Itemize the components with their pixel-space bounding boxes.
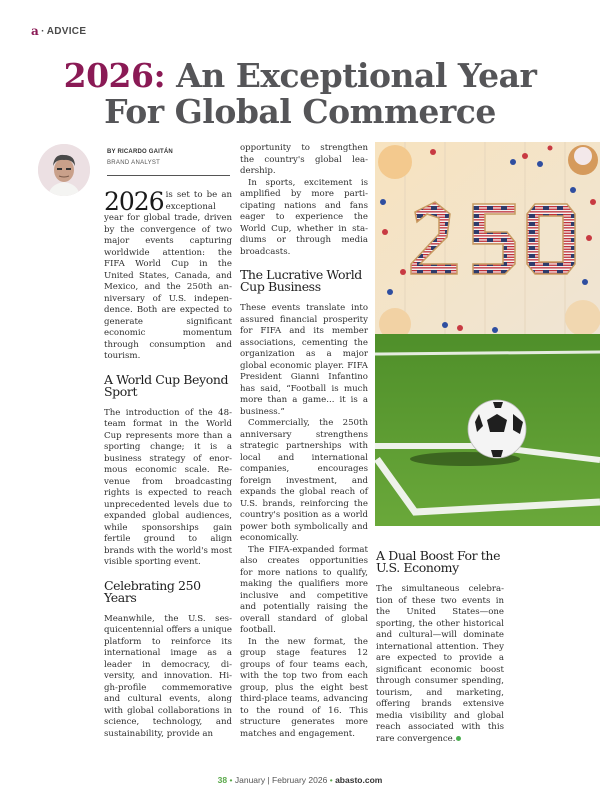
end-mark-icon bbox=[456, 736, 461, 741]
author-portrait-icon bbox=[38, 144, 90, 196]
photo-soccer-ball bbox=[375, 334, 600, 526]
page-number: 38 bbox=[217, 775, 228, 785]
section-tag bbox=[31, 24, 86, 38]
magazine-logo-icon: a bbox=[31, 24, 40, 38]
section-heading: Celebrating 250 Years bbox=[104, 577, 201, 605]
body-paragraph: In the new format, the group stage features 12 groups of four teams each, with the top two from each group, plus the eight best third-place teams, advancing to the round of 16. This structure generates more matches and engagement. bbox=[240, 636, 368, 739]
body-paragraph: The FIFA-expanded format also creates opportunities for more nations to qualify, making the qualifiers more inclusive and competitive and potentially raising the overall standard of global football. bbox=[240, 544, 368, 635]
article-photo bbox=[375, 142, 600, 526]
section-heading: A World Cup Beyond Sport bbox=[104, 371, 229, 399]
footer-separator: • bbox=[329, 775, 333, 785]
website-link[interactable]: abasto.com bbox=[335, 775, 383, 785]
body-paragraph: The introduction of the 48-team format in the World Cup represents more than a sporting change; it is a business strategy of enormous economic scale. Revenue from broadcasting rights is expected to reach unprecedented levels due to expanded global audiences, while sponsorships gain fertile ground to align brands with the world's most visible sporting event. bbox=[104, 407, 232, 567]
soccer-ball-icon bbox=[468, 400, 526, 458]
body-paragraph: These events translate into assured financial prosperity for FIFA and its member associations, cementing the organization as a major global economic player. FIFA President Gianni Infantino has said, “Football is much more than a game... it is a business.” bbox=[240, 303, 368, 417]
photo-250-flags bbox=[375, 142, 600, 334]
author-role: BRAND ANALYST bbox=[107, 160, 161, 166]
flags-250-icon bbox=[375, 142, 600, 334]
headline-line2: For Global Commerce bbox=[104, 92, 496, 131]
article-column-1 bbox=[104, 187, 232, 740]
body-paragraph: In sports, excitement is amplified by more participating nations and fans eager to experience the World Cup, whether in stadiums or through media broadcasts. bbox=[240, 177, 368, 257]
article-column-3 bbox=[376, 550, 504, 745]
body-paragraph-continued: opportunity to strengthen the country's global leadership. bbox=[240, 143, 368, 176]
intro-paragraph: 2026 is set to be an exceptional year for global trade, driven by the convergence of two major events capturing worldwide attention: the FIFA World Cup in the United States, Canada, and Mexico, and the 250th anniversary of U.S. independence. Both are expected to generate significant economic momentum through consumption and tourism. bbox=[104, 187, 232, 361]
section-label: ADVICE bbox=[46, 25, 87, 37]
drop-cap: 2026 bbox=[104, 187, 164, 216]
author-byline: BY RICARDO GAITÁN bbox=[107, 149, 173, 155]
author-avatar bbox=[38, 144, 90, 196]
headline-year: 2026: bbox=[63, 56, 166, 95]
article-column-2 bbox=[240, 143, 368, 740]
page-title bbox=[0, 58, 600, 130]
body-paragraph: The simultaneous celebration of these two events in the United States—one sporting, the other historical and cultural—will dominate international attention. They are expected to provide a significant economic boost through consumer spending, tourism, and marketing, offering brands extensive media visibility and global reach associated with this rare convergence. bbox=[376, 584, 504, 744]
body-paragraph: Meanwhile, the U.S. sesquicentennial offers a unique platform to reinforce its international image as a leader in democracy, diversity, and innovation. High-profile commemorative and cultural events, along with global collaborations in science, technology, and sustainability, provide an bbox=[104, 613, 232, 739]
issue-date: January | February 2026 bbox=[234, 775, 328, 785]
footer-separator: • bbox=[229, 775, 233, 785]
soccer-field-icon bbox=[375, 334, 600, 526]
headline-line1: An Exceptional Year bbox=[176, 56, 537, 95]
author-divider bbox=[107, 175, 230, 176]
page-footer bbox=[0, 775, 600, 785]
body-paragraph: Commercially, the 250th anniversary strengthens strategic partnerships with local and international companies, encourages foreign investment, and expands the global reach of U.S. brands, reinforcing the country's position as a world power both symbolically and economically. bbox=[240, 418, 368, 543]
section-heading: The Lucrative World Cup Business bbox=[240, 267, 362, 294]
logo-dot: · bbox=[41, 25, 45, 37]
section-heading: A Dual Boost For the U.S. Economy bbox=[376, 548, 501, 575]
